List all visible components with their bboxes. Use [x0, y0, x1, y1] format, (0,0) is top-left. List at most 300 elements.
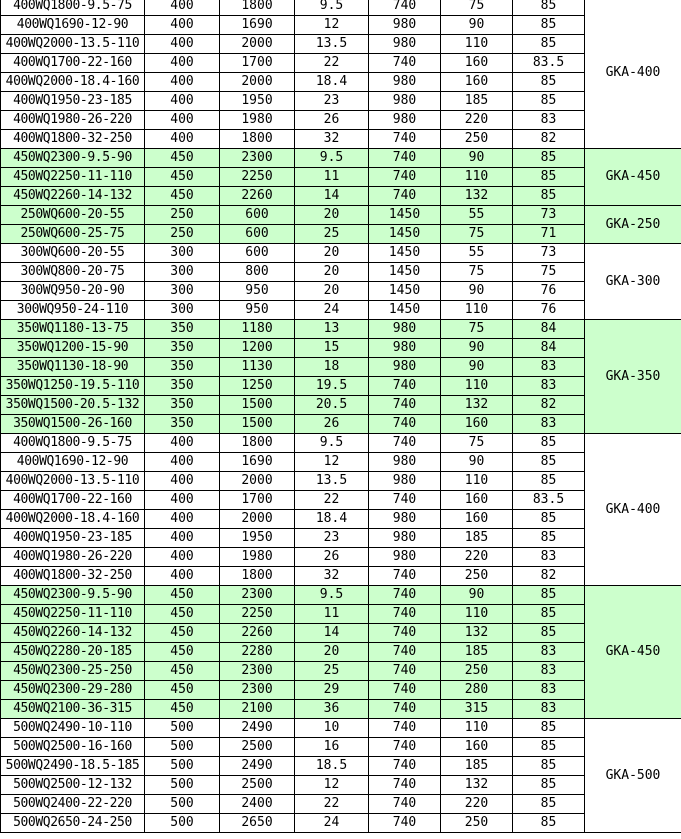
table-row	[1, 491, 681, 510]
model-cell: 450WQ2300-9.5-90	[1, 149, 145, 168]
diameter-cell: 500	[145, 719, 220, 738]
table-row	[1, 358, 681, 377]
model-cell: 450WQ2100-36-315	[1, 700, 145, 719]
table-row	[1, 738, 681, 757]
head-cell: 26	[295, 415, 369, 434]
power-cell: 250	[441, 130, 513, 149]
table-row	[1, 73, 681, 92]
power-cell: 110	[441, 168, 513, 187]
model-cell: 400WQ1800-9.5-75	[1, 434, 145, 453]
flow-cell: 1690	[220, 16, 295, 35]
head-cell: 32	[295, 130, 369, 149]
power-cell: 110	[441, 35, 513, 54]
table-row	[1, 187, 681, 206]
efficiency-cell: 76	[513, 282, 585, 301]
flow-cell: 2490	[220, 719, 295, 738]
flow-cell: 600	[220, 225, 295, 244]
power-cell: 110	[441, 377, 513, 396]
head-cell: 13.5	[295, 35, 369, 54]
flow-cell: 1980	[220, 111, 295, 130]
power-cell: 90	[441, 586, 513, 605]
flow-cell: 1800	[220, 130, 295, 149]
table-row	[1, 54, 681, 73]
table-row	[1, 681, 681, 700]
power-cell: 220	[441, 795, 513, 814]
table-row	[1, 301, 681, 320]
table-row	[1, 225, 681, 244]
efficiency-cell: 83	[513, 111, 585, 130]
flow-cell: 2250	[220, 605, 295, 624]
power-cell: 250	[441, 662, 513, 681]
flow-cell: 1980	[220, 548, 295, 567]
flow-cell: 1200	[220, 339, 295, 358]
speed-cell: 1450	[369, 206, 441, 225]
model-cell: 250WQ600-20-55	[1, 206, 145, 225]
diameter-cell: 400	[145, 73, 220, 92]
diameter-cell: 450	[145, 662, 220, 681]
model-cell: 500WQ2500-12-132	[1, 776, 145, 795]
speed-cell: 980	[369, 339, 441, 358]
diameter-cell: 250	[145, 206, 220, 225]
diameter-cell: 400	[145, 434, 220, 453]
speed-cell: 1450	[369, 225, 441, 244]
head-cell: 9.5	[295, 0, 369, 16]
speed-cell: 740	[369, 795, 441, 814]
efficiency-cell: 73	[513, 206, 585, 225]
efficiency-cell: 83	[513, 662, 585, 681]
head-cell: 10	[295, 719, 369, 738]
head-cell: 22	[295, 795, 369, 814]
speed-cell: 980	[369, 548, 441, 567]
model-cell: 400WQ1690-12-90	[1, 16, 145, 35]
head-cell: 18.4	[295, 510, 369, 529]
model-cell: 500WQ2650-24-250	[1, 814, 145, 833]
flow-cell: 2000	[220, 35, 295, 54]
speed-cell: 740	[369, 662, 441, 681]
diameter-cell: 500	[145, 814, 220, 833]
table-row	[1, 624, 681, 643]
head-cell: 29	[295, 681, 369, 700]
head-cell: 16	[295, 738, 369, 757]
flow-cell: 950	[220, 282, 295, 301]
table-row	[1, 16, 681, 35]
diameter-cell: 500	[145, 795, 220, 814]
diameter-cell: 300	[145, 244, 220, 263]
efficiency-cell: 85	[513, 586, 585, 605]
flow-cell: 2490	[220, 757, 295, 776]
diameter-cell: 400	[145, 130, 220, 149]
speed-cell: 740	[369, 605, 441, 624]
head-cell: 24	[295, 814, 369, 833]
efficiency-cell: 83	[513, 358, 585, 377]
flow-cell: 2300	[220, 149, 295, 168]
series-label-cell: GKA-350	[585, 320, 681, 434]
diameter-cell: 400	[145, 111, 220, 130]
head-cell: 18.4	[295, 73, 369, 92]
power-cell: 90	[441, 282, 513, 301]
speed-cell: 740	[369, 624, 441, 643]
head-cell: 19.5	[295, 377, 369, 396]
flow-cell: 2650	[220, 814, 295, 833]
flow-cell: 1130	[220, 358, 295, 377]
efficiency-cell: 84	[513, 320, 585, 339]
table-row	[1, 111, 681, 130]
diameter-cell: 350	[145, 377, 220, 396]
head-cell: 14	[295, 187, 369, 206]
power-cell: 280	[441, 681, 513, 700]
speed-cell: 1450	[369, 301, 441, 320]
power-cell: 110	[441, 472, 513, 491]
diameter-cell: 450	[145, 605, 220, 624]
series-label-cell: GKA-400	[585, 434, 681, 586]
power-cell: 75	[441, 320, 513, 339]
model-cell: 450WQ2260-14-132	[1, 624, 145, 643]
diameter-cell: 300	[145, 263, 220, 282]
diameter-cell: 450	[145, 586, 220, 605]
power-cell: 75	[441, 434, 513, 453]
head-cell: 9.5	[295, 586, 369, 605]
model-cell: 500WQ2500-16-160	[1, 738, 145, 757]
speed-cell: 740	[369, 130, 441, 149]
table-row	[1, 130, 681, 149]
series-label-cell: GKA-500	[585, 719, 681, 833]
speed-cell: 740	[369, 187, 441, 206]
head-cell: 22	[295, 491, 369, 510]
model-cell: 450WQ2250-11-110	[1, 605, 145, 624]
speed-cell: 740	[369, 396, 441, 415]
power-cell: 160	[441, 73, 513, 92]
efficiency-cell: 82	[513, 130, 585, 149]
power-cell: 75	[441, 0, 513, 16]
power-cell: 55	[441, 244, 513, 263]
model-cell: 300WQ600-20-55	[1, 244, 145, 263]
power-cell: 132	[441, 624, 513, 643]
model-cell: 400WQ1950-23-185	[1, 92, 145, 111]
head-cell: 25	[295, 225, 369, 244]
flow-cell: 600	[220, 206, 295, 225]
table-row	[1, 567, 681, 586]
head-cell: 12	[295, 453, 369, 472]
diameter-cell: 450	[145, 643, 220, 662]
efficiency-cell: 85	[513, 35, 585, 54]
power-cell: 110	[441, 605, 513, 624]
power-cell: 132	[441, 396, 513, 415]
efficiency-cell: 83.5	[513, 491, 585, 510]
diameter-cell: 400	[145, 453, 220, 472]
table-row	[1, 795, 681, 814]
series-label-cell: GKA-450	[585, 586, 681, 719]
flow-cell: 2100	[220, 700, 295, 719]
efficiency-cell: 75	[513, 263, 585, 282]
flow-cell: 1500	[220, 396, 295, 415]
power-cell: 110	[441, 719, 513, 738]
efficiency-cell: 71	[513, 225, 585, 244]
diameter-cell: 450	[145, 168, 220, 187]
efficiency-cell: 82	[513, 396, 585, 415]
speed-cell: 740	[369, 0, 441, 16]
head-cell: 22	[295, 54, 369, 73]
efficiency-cell: 85	[513, 187, 585, 206]
diameter-cell: 400	[145, 92, 220, 111]
efficiency-cell: 85	[513, 0, 585, 16]
head-cell: 26	[295, 548, 369, 567]
diameter-cell: 450	[145, 149, 220, 168]
speed-cell: 1450	[369, 263, 441, 282]
table-row	[1, 339, 681, 358]
efficiency-cell: 85	[513, 757, 585, 776]
diameter-cell: 350	[145, 339, 220, 358]
efficiency-cell: 85	[513, 795, 585, 814]
model-cell: 350WQ1250-19.5-110	[1, 377, 145, 396]
diameter-cell: 450	[145, 624, 220, 643]
power-cell: 90	[441, 453, 513, 472]
efficiency-cell: 85	[513, 92, 585, 111]
table-row	[1, 35, 681, 54]
efficiency-cell: 85	[513, 738, 585, 757]
model-cell: 350WQ1500-20.5-132	[1, 396, 145, 415]
efficiency-cell: 83.5	[513, 54, 585, 73]
speed-cell: 740	[369, 434, 441, 453]
table-row	[1, 662, 681, 681]
power-cell: 185	[441, 757, 513, 776]
head-cell: 20	[295, 643, 369, 662]
speed-cell: 740	[369, 700, 441, 719]
model-cell: 450WQ2300-25-250	[1, 662, 145, 681]
head-cell: 23	[295, 529, 369, 548]
diameter-cell: 400	[145, 472, 220, 491]
speed-cell: 740	[369, 491, 441, 510]
diameter-cell: 250	[145, 225, 220, 244]
speed-cell: 1450	[369, 244, 441, 263]
power-cell: 185	[441, 92, 513, 111]
table-row	[1, 92, 681, 111]
head-cell: 11	[295, 168, 369, 187]
model-cell: 500WQ2400-22-220	[1, 795, 145, 814]
speed-cell: 740	[369, 776, 441, 795]
efficiency-cell: 85	[513, 472, 585, 491]
efficiency-cell: 73	[513, 244, 585, 263]
diameter-cell: 400	[145, 491, 220, 510]
flow-cell: 1180	[220, 320, 295, 339]
head-cell: 24	[295, 301, 369, 320]
head-cell: 20	[295, 206, 369, 225]
power-cell: 160	[441, 510, 513, 529]
diameter-cell: 350	[145, 396, 220, 415]
flow-cell: 1700	[220, 54, 295, 73]
model-cell: 400WQ1700-22-160	[1, 54, 145, 73]
flow-cell: 1700	[220, 491, 295, 510]
head-cell: 18	[295, 358, 369, 377]
power-cell: 90	[441, 149, 513, 168]
flow-cell: 1800	[220, 567, 295, 586]
efficiency-cell: 82	[513, 567, 585, 586]
efficiency-cell: 85	[513, 814, 585, 833]
power-cell: 132	[441, 187, 513, 206]
model-cell: 400WQ1690-12-90	[1, 453, 145, 472]
model-cell: 400WQ1700-22-160	[1, 491, 145, 510]
speed-cell: 980	[369, 472, 441, 491]
table-row	[1, 0, 681, 16]
model-cell: 400WQ2000-13.5-110	[1, 472, 145, 491]
head-cell: 13	[295, 320, 369, 339]
efficiency-cell: 83	[513, 548, 585, 567]
power-cell: 110	[441, 301, 513, 320]
power-cell: 160	[441, 738, 513, 757]
power-cell: 160	[441, 54, 513, 73]
flow-cell: 2300	[220, 586, 295, 605]
speed-cell: 980	[369, 320, 441, 339]
table-row	[1, 263, 681, 282]
flow-cell: 2260	[220, 187, 295, 206]
speed-cell: 740	[369, 814, 441, 833]
speed-cell: 740	[369, 681, 441, 700]
flow-cell: 2000	[220, 73, 295, 92]
speed-cell: 740	[369, 168, 441, 187]
head-cell: 15	[295, 339, 369, 358]
flow-cell: 1690	[220, 453, 295, 472]
model-cell: 500WQ2490-18.5-185	[1, 757, 145, 776]
series-label-cell: GKA-400	[585, 0, 681, 149]
speed-cell: 980	[369, 453, 441, 472]
model-cell: 500WQ2490-10-110	[1, 719, 145, 738]
table-row	[1, 776, 681, 795]
model-cell: 250WQ600-25-75	[1, 225, 145, 244]
flow-cell: 1250	[220, 377, 295, 396]
speed-cell: 980	[369, 73, 441, 92]
head-cell: 13.5	[295, 472, 369, 491]
model-cell: 450WQ2260-14-132	[1, 187, 145, 206]
speed-cell: 740	[369, 719, 441, 738]
flow-cell: 2400	[220, 795, 295, 814]
speed-cell: 980	[369, 510, 441, 529]
table-row	[1, 643, 681, 662]
diameter-cell: 300	[145, 301, 220, 320]
diameter-cell: 350	[145, 415, 220, 434]
power-cell: 90	[441, 16, 513, 35]
model-cell: 350WQ1200-15-90	[1, 339, 145, 358]
table-row	[1, 377, 681, 396]
efficiency-cell: 83	[513, 415, 585, 434]
power-cell: 185	[441, 643, 513, 662]
efficiency-cell: 76	[513, 301, 585, 320]
flow-cell: 2280	[220, 643, 295, 662]
head-cell: 14	[295, 624, 369, 643]
speed-cell: 980	[369, 111, 441, 130]
efficiency-cell: 85	[513, 605, 585, 624]
table-row	[1, 719, 681, 738]
head-cell: 20	[295, 282, 369, 301]
series-label-cell: GKA-300	[585, 244, 681, 320]
power-cell: 250	[441, 814, 513, 833]
flow-cell: 2500	[220, 738, 295, 757]
diameter-cell: 350	[145, 358, 220, 377]
table-row	[1, 453, 681, 472]
model-cell: 350WQ1130-18-90	[1, 358, 145, 377]
efficiency-cell: 84	[513, 339, 585, 358]
efficiency-cell: 83	[513, 643, 585, 662]
power-cell: 220	[441, 548, 513, 567]
speed-cell: 740	[369, 377, 441, 396]
diameter-cell: 400	[145, 16, 220, 35]
model-cell: 300WQ800-20-75	[1, 263, 145, 282]
model-cell: 400WQ1980-26-220	[1, 548, 145, 567]
flow-cell: 2250	[220, 168, 295, 187]
table-row	[1, 510, 681, 529]
efficiency-cell: 85	[513, 16, 585, 35]
efficiency-cell: 83	[513, 681, 585, 700]
head-cell: 25	[295, 662, 369, 681]
table-row	[1, 548, 681, 567]
power-cell: 185	[441, 529, 513, 548]
efficiency-cell: 85	[513, 149, 585, 168]
efficiency-cell: 85	[513, 776, 585, 795]
power-cell: 55	[441, 206, 513, 225]
flow-cell: 800	[220, 263, 295, 282]
head-cell: 9.5	[295, 149, 369, 168]
flow-cell: 1500	[220, 415, 295, 434]
table-row	[1, 415, 681, 434]
flow-cell: 2260	[220, 624, 295, 643]
model-cell: 400WQ1980-26-220	[1, 111, 145, 130]
speed-cell: 980	[369, 358, 441, 377]
diameter-cell: 400	[145, 529, 220, 548]
head-cell: 18.5	[295, 757, 369, 776]
diameter-cell: 400	[145, 510, 220, 529]
table-row	[1, 434, 681, 453]
flow-cell: 950	[220, 301, 295, 320]
model-cell: 450WQ2280-20-185	[1, 643, 145, 662]
power-cell: 90	[441, 339, 513, 358]
table-row	[1, 149, 681, 168]
efficiency-cell: 83	[513, 377, 585, 396]
power-cell: 132	[441, 776, 513, 795]
efficiency-cell: 85	[513, 719, 585, 738]
head-cell: 20	[295, 244, 369, 263]
diameter-cell: 400	[145, 35, 220, 54]
power-cell: 250	[441, 567, 513, 586]
speed-cell: 980	[369, 529, 441, 548]
model-cell: 400WQ1950-23-185	[1, 529, 145, 548]
diameter-cell: 400	[145, 0, 220, 16]
model-cell: 450WQ2250-11-110	[1, 168, 145, 187]
model-cell: 400WQ2000-18.4-160	[1, 510, 145, 529]
model-cell: 450WQ2300-29-280	[1, 681, 145, 700]
flow-cell: 2000	[220, 510, 295, 529]
flow-cell: 600	[220, 244, 295, 263]
diameter-cell: 500	[145, 757, 220, 776]
diameter-cell: 350	[145, 320, 220, 339]
speed-cell: 740	[369, 54, 441, 73]
speed-cell: 740	[369, 149, 441, 168]
speed-cell: 980	[369, 92, 441, 111]
speed-cell: 740	[369, 586, 441, 605]
diameter-cell: 500	[145, 776, 220, 795]
power-cell: 220	[441, 111, 513, 130]
efficiency-cell: 85	[513, 168, 585, 187]
diameter-cell: 300	[145, 282, 220, 301]
speed-cell: 1450	[369, 282, 441, 301]
head-cell: 12	[295, 16, 369, 35]
power-cell: 90	[441, 358, 513, 377]
diameter-cell: 450	[145, 681, 220, 700]
model-cell: 400WQ1800-32-250	[1, 130, 145, 149]
head-cell: 20	[295, 263, 369, 282]
model-cell: 400WQ2000-13.5-110	[1, 35, 145, 54]
head-cell: 23	[295, 92, 369, 111]
flow-cell: 2500	[220, 776, 295, 795]
table-row	[1, 814, 681, 833]
head-cell: 9.5	[295, 434, 369, 453]
